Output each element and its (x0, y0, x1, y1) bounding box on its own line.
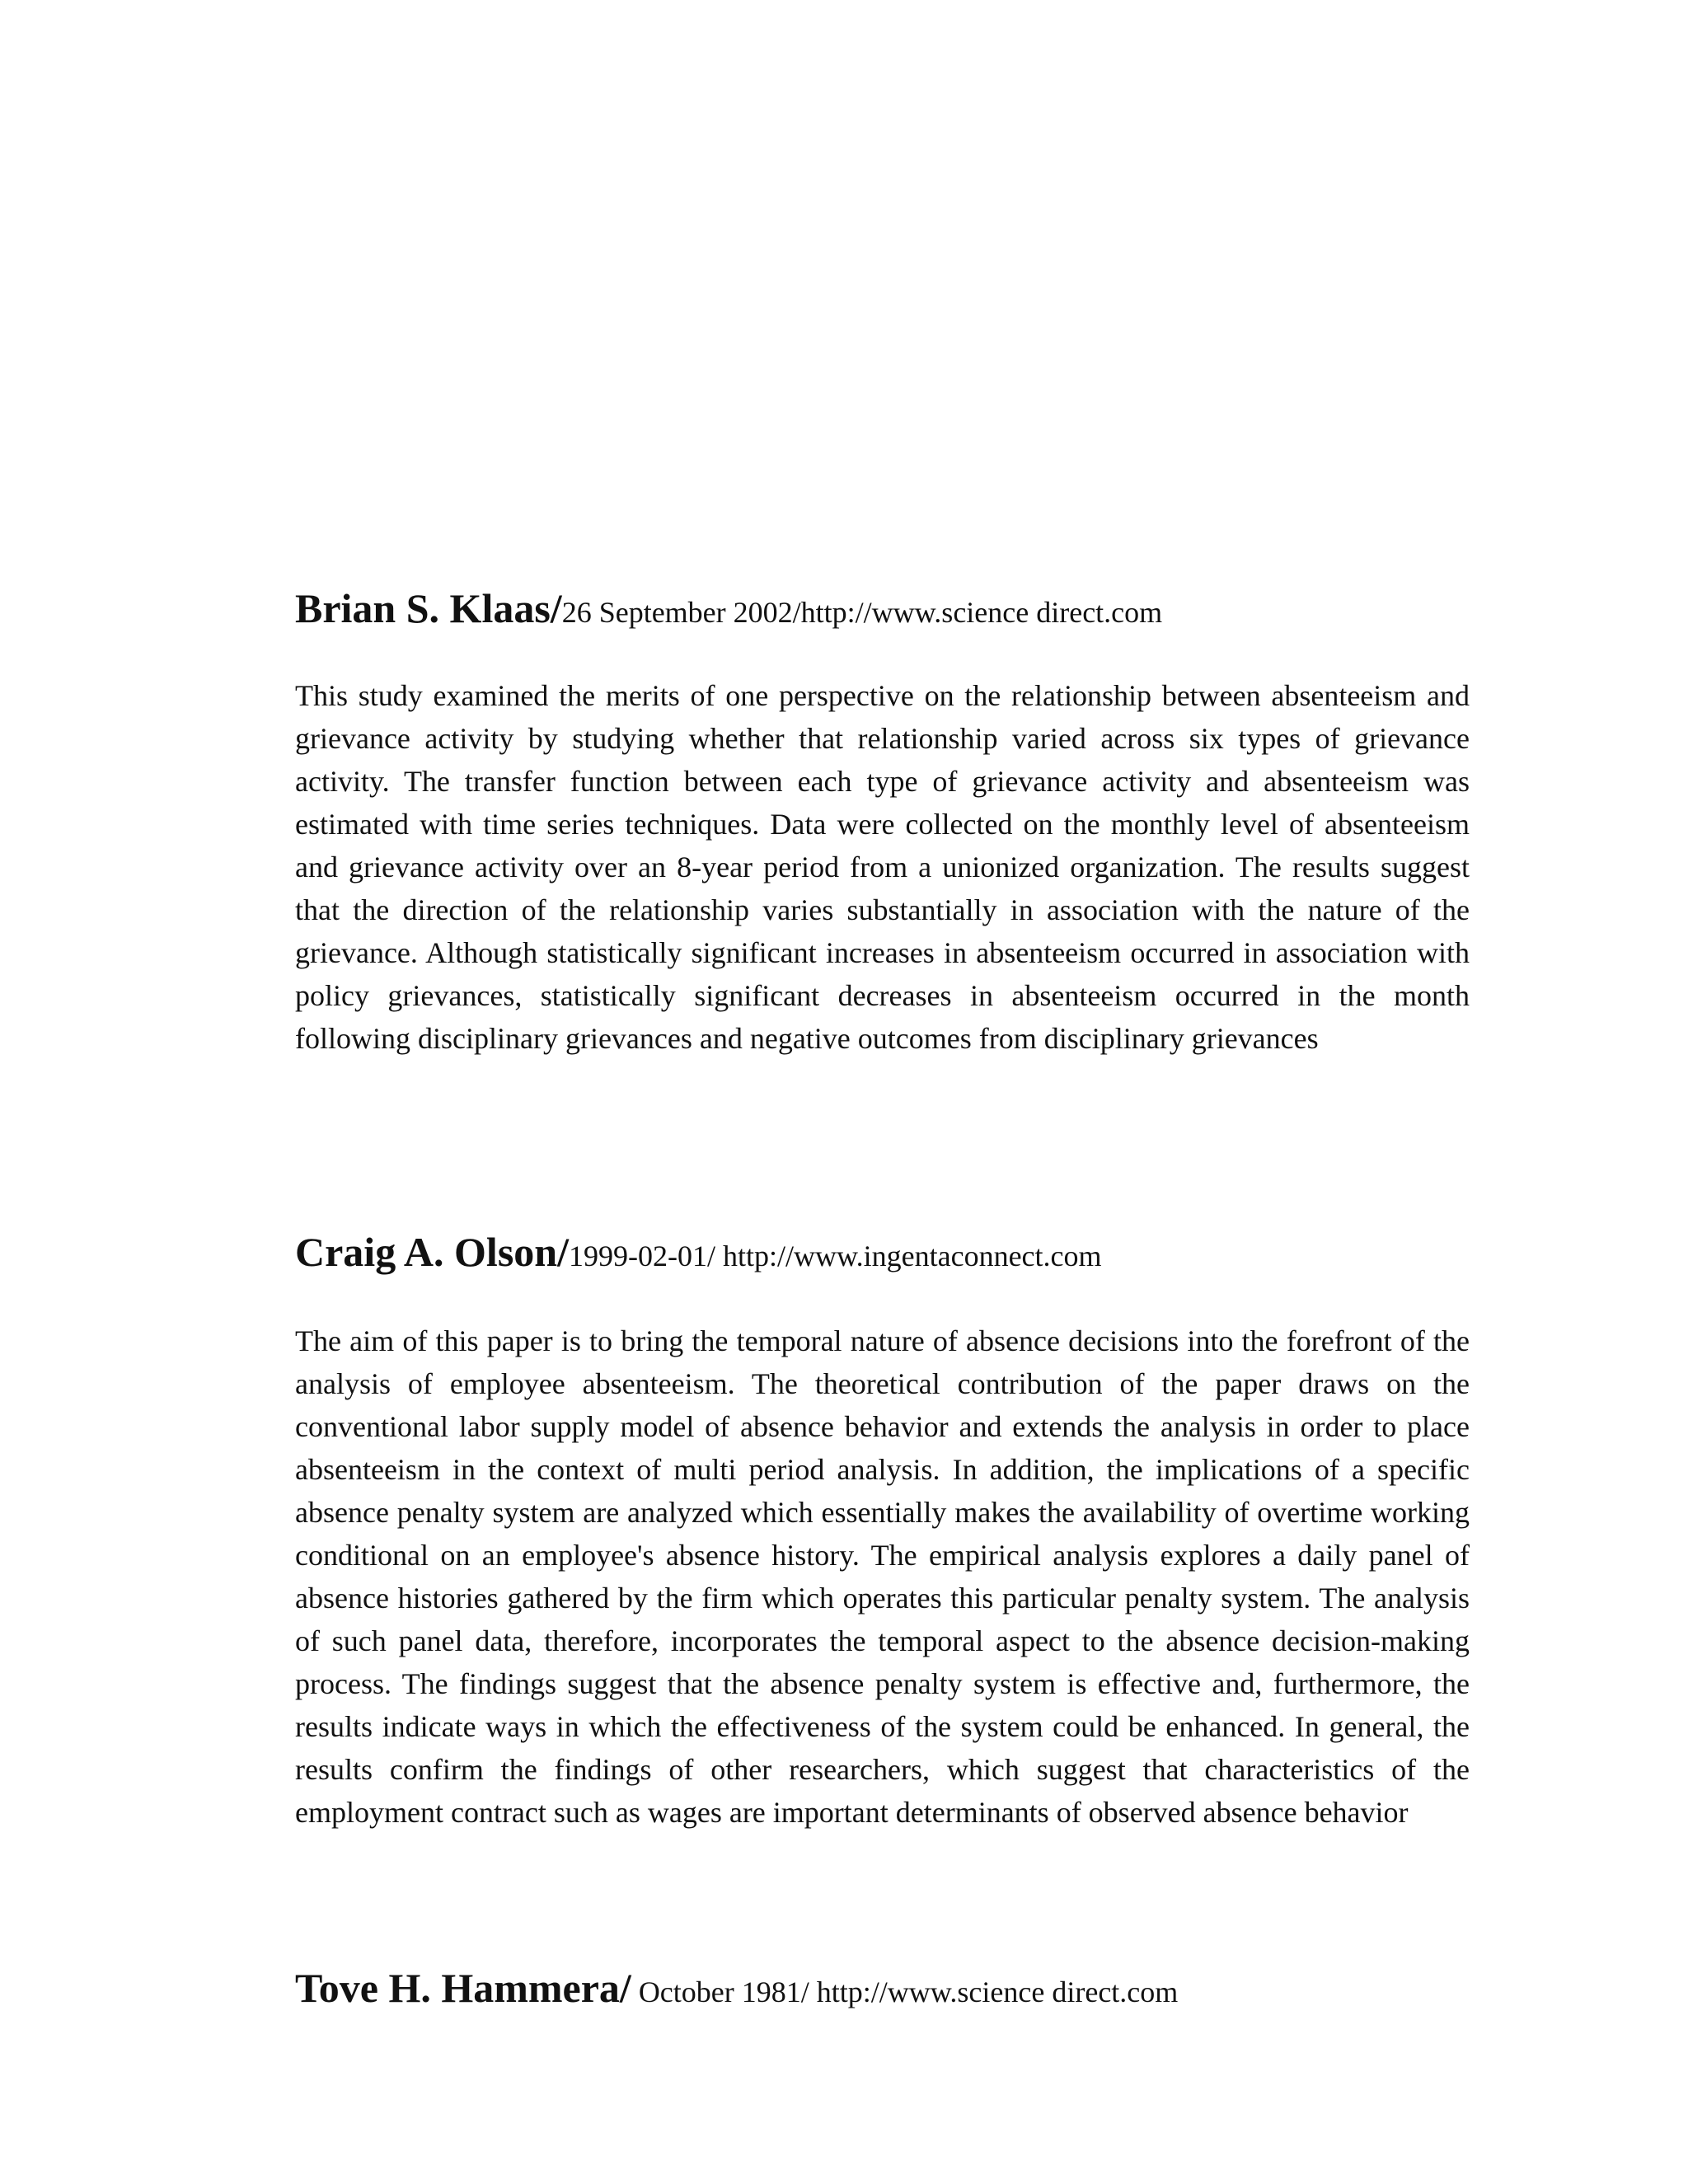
author-name: Craig A. Olson/ (295, 1229, 569, 1275)
abstract-text: The aim of this paper is to bring the temporal nature of absence decisions into the forefront of the analysis of employee absenteeism. The theoretical contribution of the paper draws on the conventional labor supply model of absence behavior and extends the analysis in order to place absenteeism in the context of multi period analysis. In addition, the implications of a specific absence penalty system are analyzed which essentially makes the availability of overtime working conditional on an employee's absence history. The empirical analysis explores a daily panel of absence histories gathered by the firm which operates this particular penalty system. The analysis of such panel data, therefore, incorporates the temporal aspect to the absence decision-making process. The findings suggest that the absence penalty system is effective and, furthermore, the results indicate ways in which the effectiveness of the system could be enhanced. In general, the results confirm the findings of other researchers, which suggest that characteristics of the employment contract such as wages are important determinants of observed absence behavior (295, 1324, 1470, 1829)
author-name: Brian S. Klaas/ (295, 585, 562, 631)
entry-heading (295, 1227, 1470, 1277)
reference-entry (295, 1963, 1470, 2013)
publication-info: October 1981/ http://www.science direct.com (631, 1975, 1179, 2008)
reference-entry (295, 583, 1470, 1060)
author-name: Tove H. Hammera/ (295, 1965, 631, 2011)
abstract-text: This study examined the merits of one perspective on the relationship between absenteeism and grievance activity by studying whether that relationship varied across six types of grievance activity. The transfer function between each type of grievance activity and absenteeism was estimated with time series techniques. Data were collected on the monthly level of absenteeism and grievance activity over an 8-year period from a unionized organization. The results suggest that the direction of the relationship varies substantially in association with the nature of the grievance. Although statistically significant increases in absenteeism occurred in association with policy grievances, statistically significant decreases in absenteeism occurred in the month following disciplinary grievances and negative outcomes from disciplinary grievances (295, 679, 1470, 1055)
publication-info: 26 September 2002/http://www.science direct.com (561, 596, 1163, 629)
reference-entry (295, 1227, 1470, 1834)
publication-info: 1999-02-01/ http://www.ingentaconnect.com (568, 1240, 1102, 1272)
entry-heading (295, 583, 1470, 633)
entry-heading (295, 1963, 1470, 2013)
